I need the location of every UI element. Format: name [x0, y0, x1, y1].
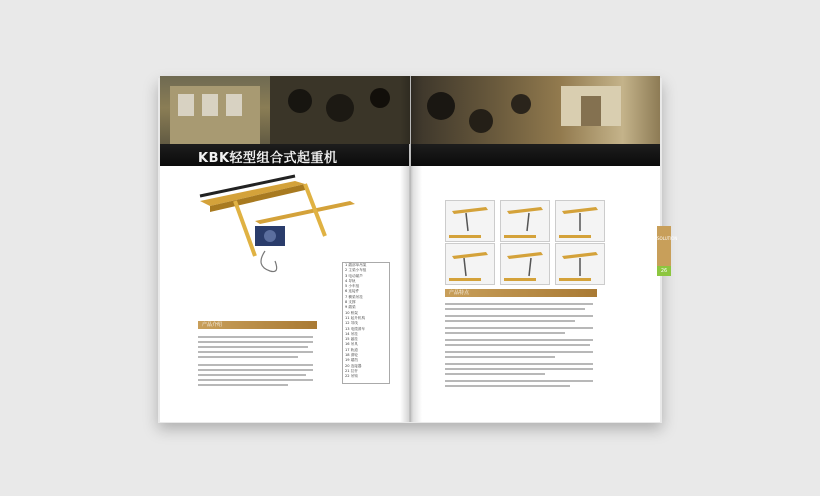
product-thumbnail [500, 200, 550, 242]
legend-item: 4 导轨 [345, 278, 356, 283]
legend-item: 11 起升机构 [345, 315, 366, 320]
right-page [411, 76, 678, 422]
crane-illustration [195, 176, 355, 286]
product-thumbnail [500, 243, 550, 285]
body-text-line [198, 351, 313, 353]
legend-item: 7 横梁吊挂 [345, 294, 363, 299]
body-text-line [445, 363, 593, 365]
legend-item: 19 端挡 [345, 358, 358, 363]
legend-item: 21 拉杆 [345, 368, 358, 373]
product-thumbnail [555, 200, 605, 242]
body-text-line [445, 356, 555, 358]
body-text-line [445, 332, 565, 334]
product-thumbnail [445, 200, 495, 242]
body-text-line [198, 369, 313, 371]
legend-item: 16 吊具 [345, 342, 358, 347]
body-text-line [445, 373, 545, 375]
legend-item: 9 端梁 [345, 305, 356, 310]
body-text-line [445, 351, 593, 353]
body-text-line [445, 308, 585, 310]
body-text-line [445, 380, 593, 382]
legend-item: 20 连接器 [345, 363, 362, 368]
section-heading: 产品介绍 [198, 321, 317, 329]
body-text-line [445, 344, 590, 346]
body-text-line [445, 339, 593, 341]
body-text-line [198, 336, 313, 338]
legend-item: 3 电动葫芦 [345, 273, 363, 278]
body-text-line [445, 368, 593, 370]
body-text-line [445, 385, 570, 387]
body-text-line [198, 356, 298, 358]
product-thumbnail [445, 243, 495, 285]
body-text-line [198, 374, 306, 376]
legend-item: 1 端部单吊架 [345, 263, 367, 267]
body-text-line [445, 315, 593, 317]
title-band-right [411, 144, 660, 166]
body-text-line [445, 320, 575, 322]
legend-item: 5 小车组 [345, 284, 360, 289]
parts-legend [342, 262, 390, 384]
legend-item: 18 滑轮 [345, 353, 358, 358]
side-tab [657, 226, 678, 266]
side-tab-label: SOLUTION [657, 236, 678, 241]
legend-item: 17 轨道 [345, 347, 358, 352]
legend-item: 15 悬挂 [345, 337, 358, 342]
body-text-line [198, 384, 288, 386]
body-text-line [198, 346, 308, 348]
legend-item: 13 电缆滑车 [345, 326, 366, 331]
legend-item: 14 吊挂 [345, 331, 358, 336]
brochure-title: KBK轻型组合式起重机 [198, 151, 338, 166]
body-text-line [198, 341, 313, 343]
legend-item: 6 连接件 [345, 289, 360, 294]
legend-item: 10 桥架 [345, 310, 358, 315]
page-number: 26 [657, 266, 671, 276]
legend-item: 8 支撑 [345, 300, 356, 305]
legend-item: 22 吊钩 [345, 374, 358, 379]
body-text-line [198, 364, 313, 366]
body-text-line [445, 303, 593, 305]
product-thumbnail [555, 243, 605, 285]
left-page [160, 76, 409, 422]
legend-item: 2 主梁小车组 [345, 268, 367, 273]
body-text-line [198, 379, 313, 381]
legend-item: 12 导线 [345, 321, 358, 326]
section-heading: 产品特点 [445, 289, 597, 297]
body-text-line [445, 327, 593, 329]
